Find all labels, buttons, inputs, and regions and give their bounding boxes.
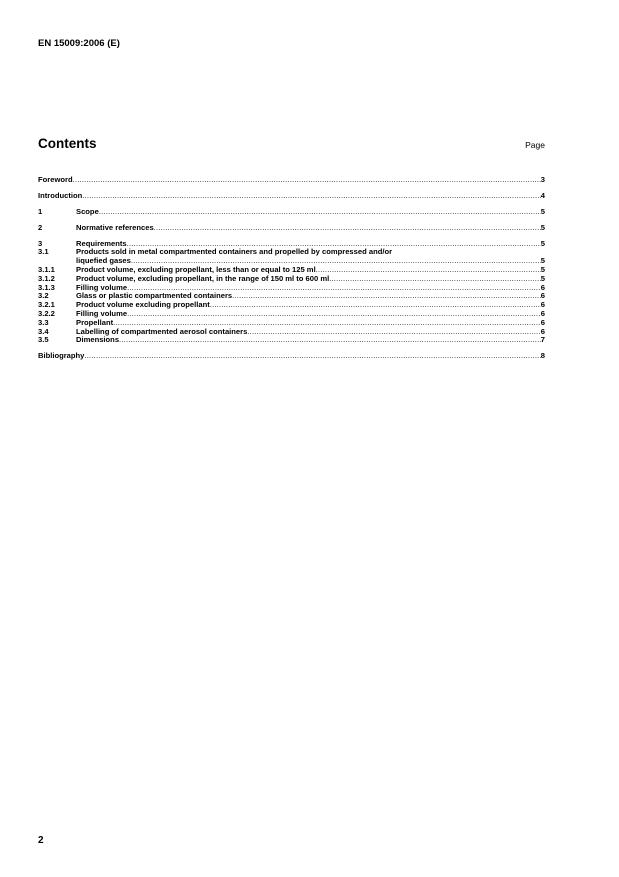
toc-entry-page: 8 — [540, 352, 545, 361]
toc-entry-3-2-2[interactable] — [38, 310, 545, 319]
toc-entry-number: 3.2.1 — [38, 300, 55, 310]
toc-entry-number: 3.1 — [38, 247, 49, 257]
toc-entry-number: 3.5 — [38, 335, 49, 345]
toc-entry-title: Normative references — [76, 223, 154, 232]
toc-entry-number: 3.2.2 — [38, 308, 55, 318]
page-column-label: Page — [525, 140, 545, 150]
toc-entry-page: 5 — [540, 265, 545, 274]
toc-entry-bibliography[interactable] — [38, 352, 545, 361]
toc-entry-page: 5 — [540, 274, 545, 283]
toc-entry-page: 6 — [540, 309, 545, 318]
toc-entry-title: Product volume excluding propellant — [76, 301, 210, 310]
dot-leader — [99, 208, 541, 217]
dot-leader — [119, 336, 541, 345]
toc-entry-number: 3.1.2 — [38, 273, 55, 283]
toc-entry-page: 6 — [540, 327, 545, 336]
toc-entry-page: 6 — [540, 301, 545, 310]
toc-entry-title: Requirements — [76, 239, 127, 248]
toc-entry-title: liquefied gases — [76, 257, 131, 266]
toc-entry-number: 3.1.1 — [38, 264, 55, 274]
toc-entry-title: Introduction — [38, 191, 83, 200]
toc-entry-3-1-1[interactable] — [38, 266, 545, 275]
toc-entry-page: 5 — [540, 257, 545, 266]
dot-leader — [84, 352, 540, 361]
toc-entry-3-5[interactable] — [38, 336, 545, 345]
toc-entry-3-2-1[interactable] — [38, 301, 545, 310]
toc-entry-introduction[interactable] — [38, 192, 545, 201]
dot-leader — [73, 176, 541, 185]
toc-entry-3-4[interactable] — [38, 328, 545, 337]
toc-entry-number: 3.3 — [38, 317, 49, 327]
toc-entry-3-1[interactable] — [38, 248, 545, 257]
toc-entry-number: 2 — [38, 222, 43, 232]
toc-entry-number: 3.2 — [38, 291, 49, 301]
toc-entry-number: 3.4 — [38, 326, 49, 336]
toc-entry-title: Labelling of compartmented aerosol containers — [76, 327, 248, 336]
toc-entry-foreword[interactable] — [38, 176, 545, 185]
toc-entry-3-1-3[interactable] — [38, 284, 545, 293]
dot-leader — [82, 192, 540, 201]
toc-entry-title: Bibliography — [38, 352, 85, 361]
toc-entry-title: Scope — [76, 207, 99, 216]
toc-entry-page: 5 — [540, 223, 545, 232]
toc-entry-title: Propellant — [76, 318, 114, 327]
contents-heading: Contents — [38, 136, 97, 151]
toc-entry-title: Foreword — [38, 176, 73, 184]
toc-entry-3-1-continued[interactable] — [38, 257, 545, 266]
toc-entry-3-3[interactable] — [38, 319, 545, 328]
dot-leader — [316, 266, 541, 275]
toc-entry-title: Filling volume — [76, 309, 128, 318]
toc-entry-requirements[interactable] — [38, 240, 545, 249]
table-of-contents — [38, 176, 545, 361]
toc-entry-page: 6 — [540, 283, 545, 292]
document-id: EN 15009:2006 (E) — [38, 38, 120, 49]
dot-leader — [127, 310, 541, 319]
toc-entry-3-2[interactable] — [38, 292, 545, 301]
toc-entry-3-1-2[interactable] — [38, 275, 545, 284]
dot-leader — [127, 240, 541, 249]
toc-entry-page: 6 — [540, 292, 545, 301]
toc-entry-number: 3.1.3 — [38, 282, 55, 292]
dot-leader — [113, 319, 541, 328]
toc-entry-page: 6 — [540, 318, 545, 327]
toc-entry-title: Glass or plastic compartmented containers — [76, 292, 233, 301]
toc-entry-page: 4 — [540, 191, 545, 200]
dot-leader — [127, 284, 541, 293]
toc-entry-page: 5 — [540, 207, 545, 216]
dot-leader — [232, 292, 541, 301]
dot-leader — [131, 257, 541, 266]
dot-leader — [154, 224, 541, 233]
toc-entry-number: 3 — [38, 238, 43, 248]
toc-entry-title: Products sold in metal compartmented containers and propelled by compressed and/or — [76, 248, 393, 257]
dot-leader — [210, 301, 541, 310]
toc-entry-scope[interactable] — [38, 208, 545, 217]
toc-entry-normative-references[interactable] — [38, 224, 545, 233]
dot-leader — [247, 328, 540, 337]
toc-entry-title: Product volume, excluding propellant, in the range of 150 ml to 600 ml — [76, 274, 330, 283]
toc-entry-title: Product volume, excluding propellant, less than or equal to 125 ml — [76, 265, 316, 274]
toc-entry-page: 5 — [540, 239, 545, 248]
toc-entry-title: Filling volume — [76, 283, 128, 292]
toc-entry-title: Dimensions — [76, 336, 120, 345]
toc-entry-number: 1 — [38, 206, 43, 216]
page-number: 2 — [38, 835, 44, 846]
toc-entry-page: 7 — [540, 336, 545, 345]
toc-entry-page: 3 — [540, 176, 545, 184]
dot-leader — [329, 275, 541, 284]
